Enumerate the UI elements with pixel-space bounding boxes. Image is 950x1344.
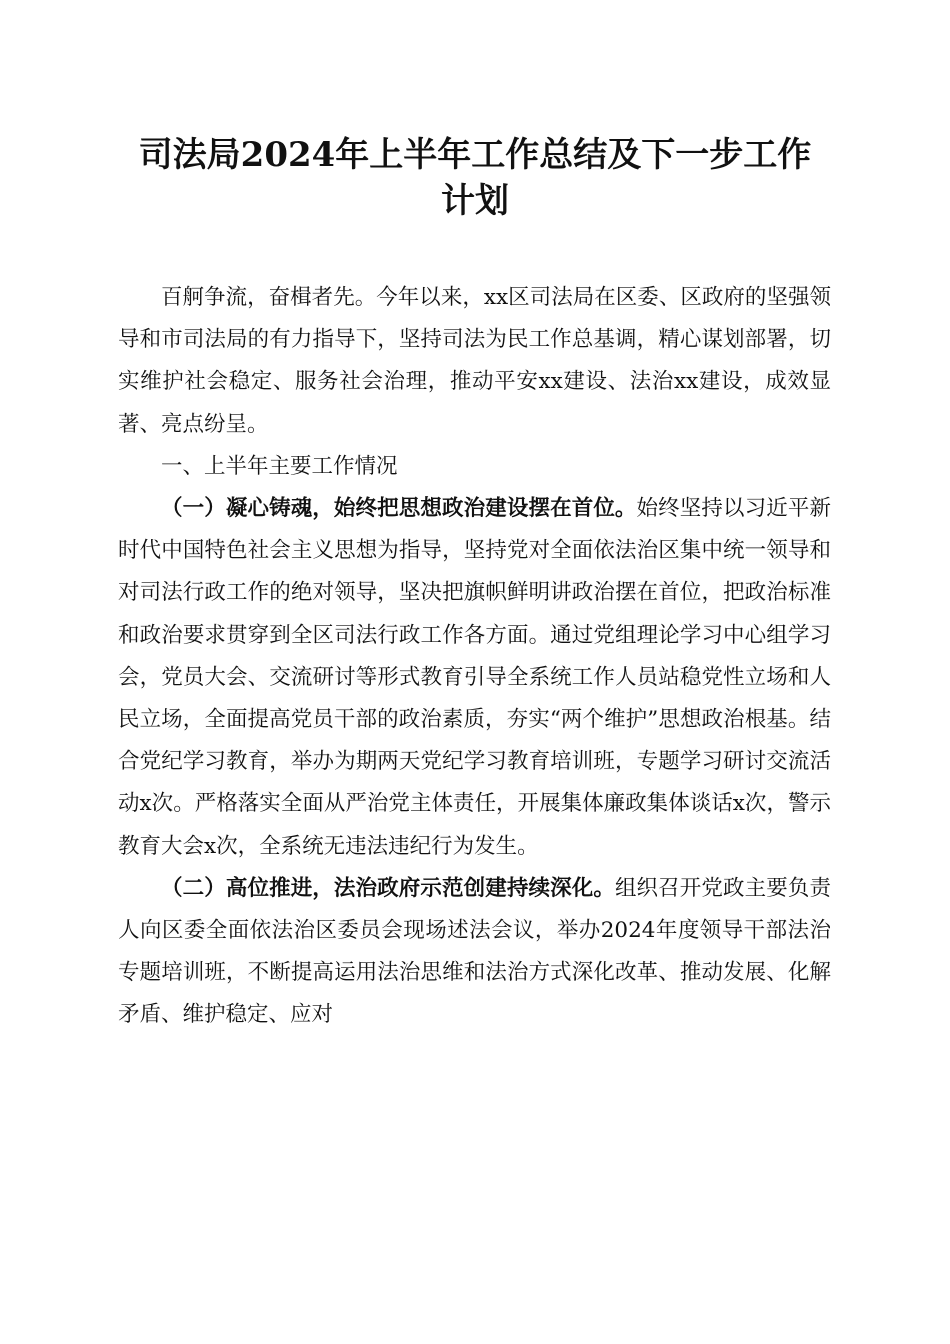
section-heading: 一、上半年主要工作情况	[161, 453, 398, 479]
subsection-paragraph-1	[118, 488, 831, 868]
subsection-body-1: 始终坚持以习近平新时代中国特色社会主义思想为指导，坚持党对全面依法治区集中统一领导和对司法行政工作的绝对领导，坚决把旗帜鲜明讲政治摆在首位，把政治标准和政治要求贯穿到全区司法行政工作各方面。通过党组理论学习中心组学习会，党员大会、交流研讨等形式教育引导全系统工作人员站稳党性立场和人民立场，全面提高党员干部的政治素质，夯实“两个维护”思想政治根基。结合党纪学习教育，举办为期两天党纪学习教育培训班，专题学习研讨交流活动x次。严格落实全面从严治党主体责任，开展集体廉政集体谈话x次，警示教育大会x次，全系统无违法违纪行为发生。	[118, 496, 831, 859]
title-line-1: 司法局2024年上半年工作总结及下一步工作	[138, 135, 812, 175]
subsection-lead-2: （二）高位推进，法治政府示范创建持续深化。	[161, 875, 615, 901]
intro-paragraph: 百舸争流，奋楫者先。今年以来，xx区司法局在区委、区政府的坚强领导和市司法局的有力指导下，坚持司法为民工作总基调，精心谋划部署，切实维护社会稳定、服务社会治理，推动平安xx建设、法治xx建设，成效显著、亮点纷呈。	[118, 285, 831, 437]
subsection-body-2: 组织召开党政主要负责人向区委全面依法治区委员会现场述法会议，举办2024年度领导干部法治专题培训班，不断提高运用法治思维和法治方式深化改革、推动发展、化解矛盾、维护稳定、应对	[118, 875, 831, 1028]
title-line-2: 计划	[441, 181, 509, 221]
document-body	[118, 277, 831, 1037]
document-title	[112, 132, 838, 224]
subsection-paragraph-2	[118, 868, 831, 1037]
subsection-lead-1: （一）凝心铸魂，始终把思想政治建设摆在首位。	[161, 496, 637, 522]
